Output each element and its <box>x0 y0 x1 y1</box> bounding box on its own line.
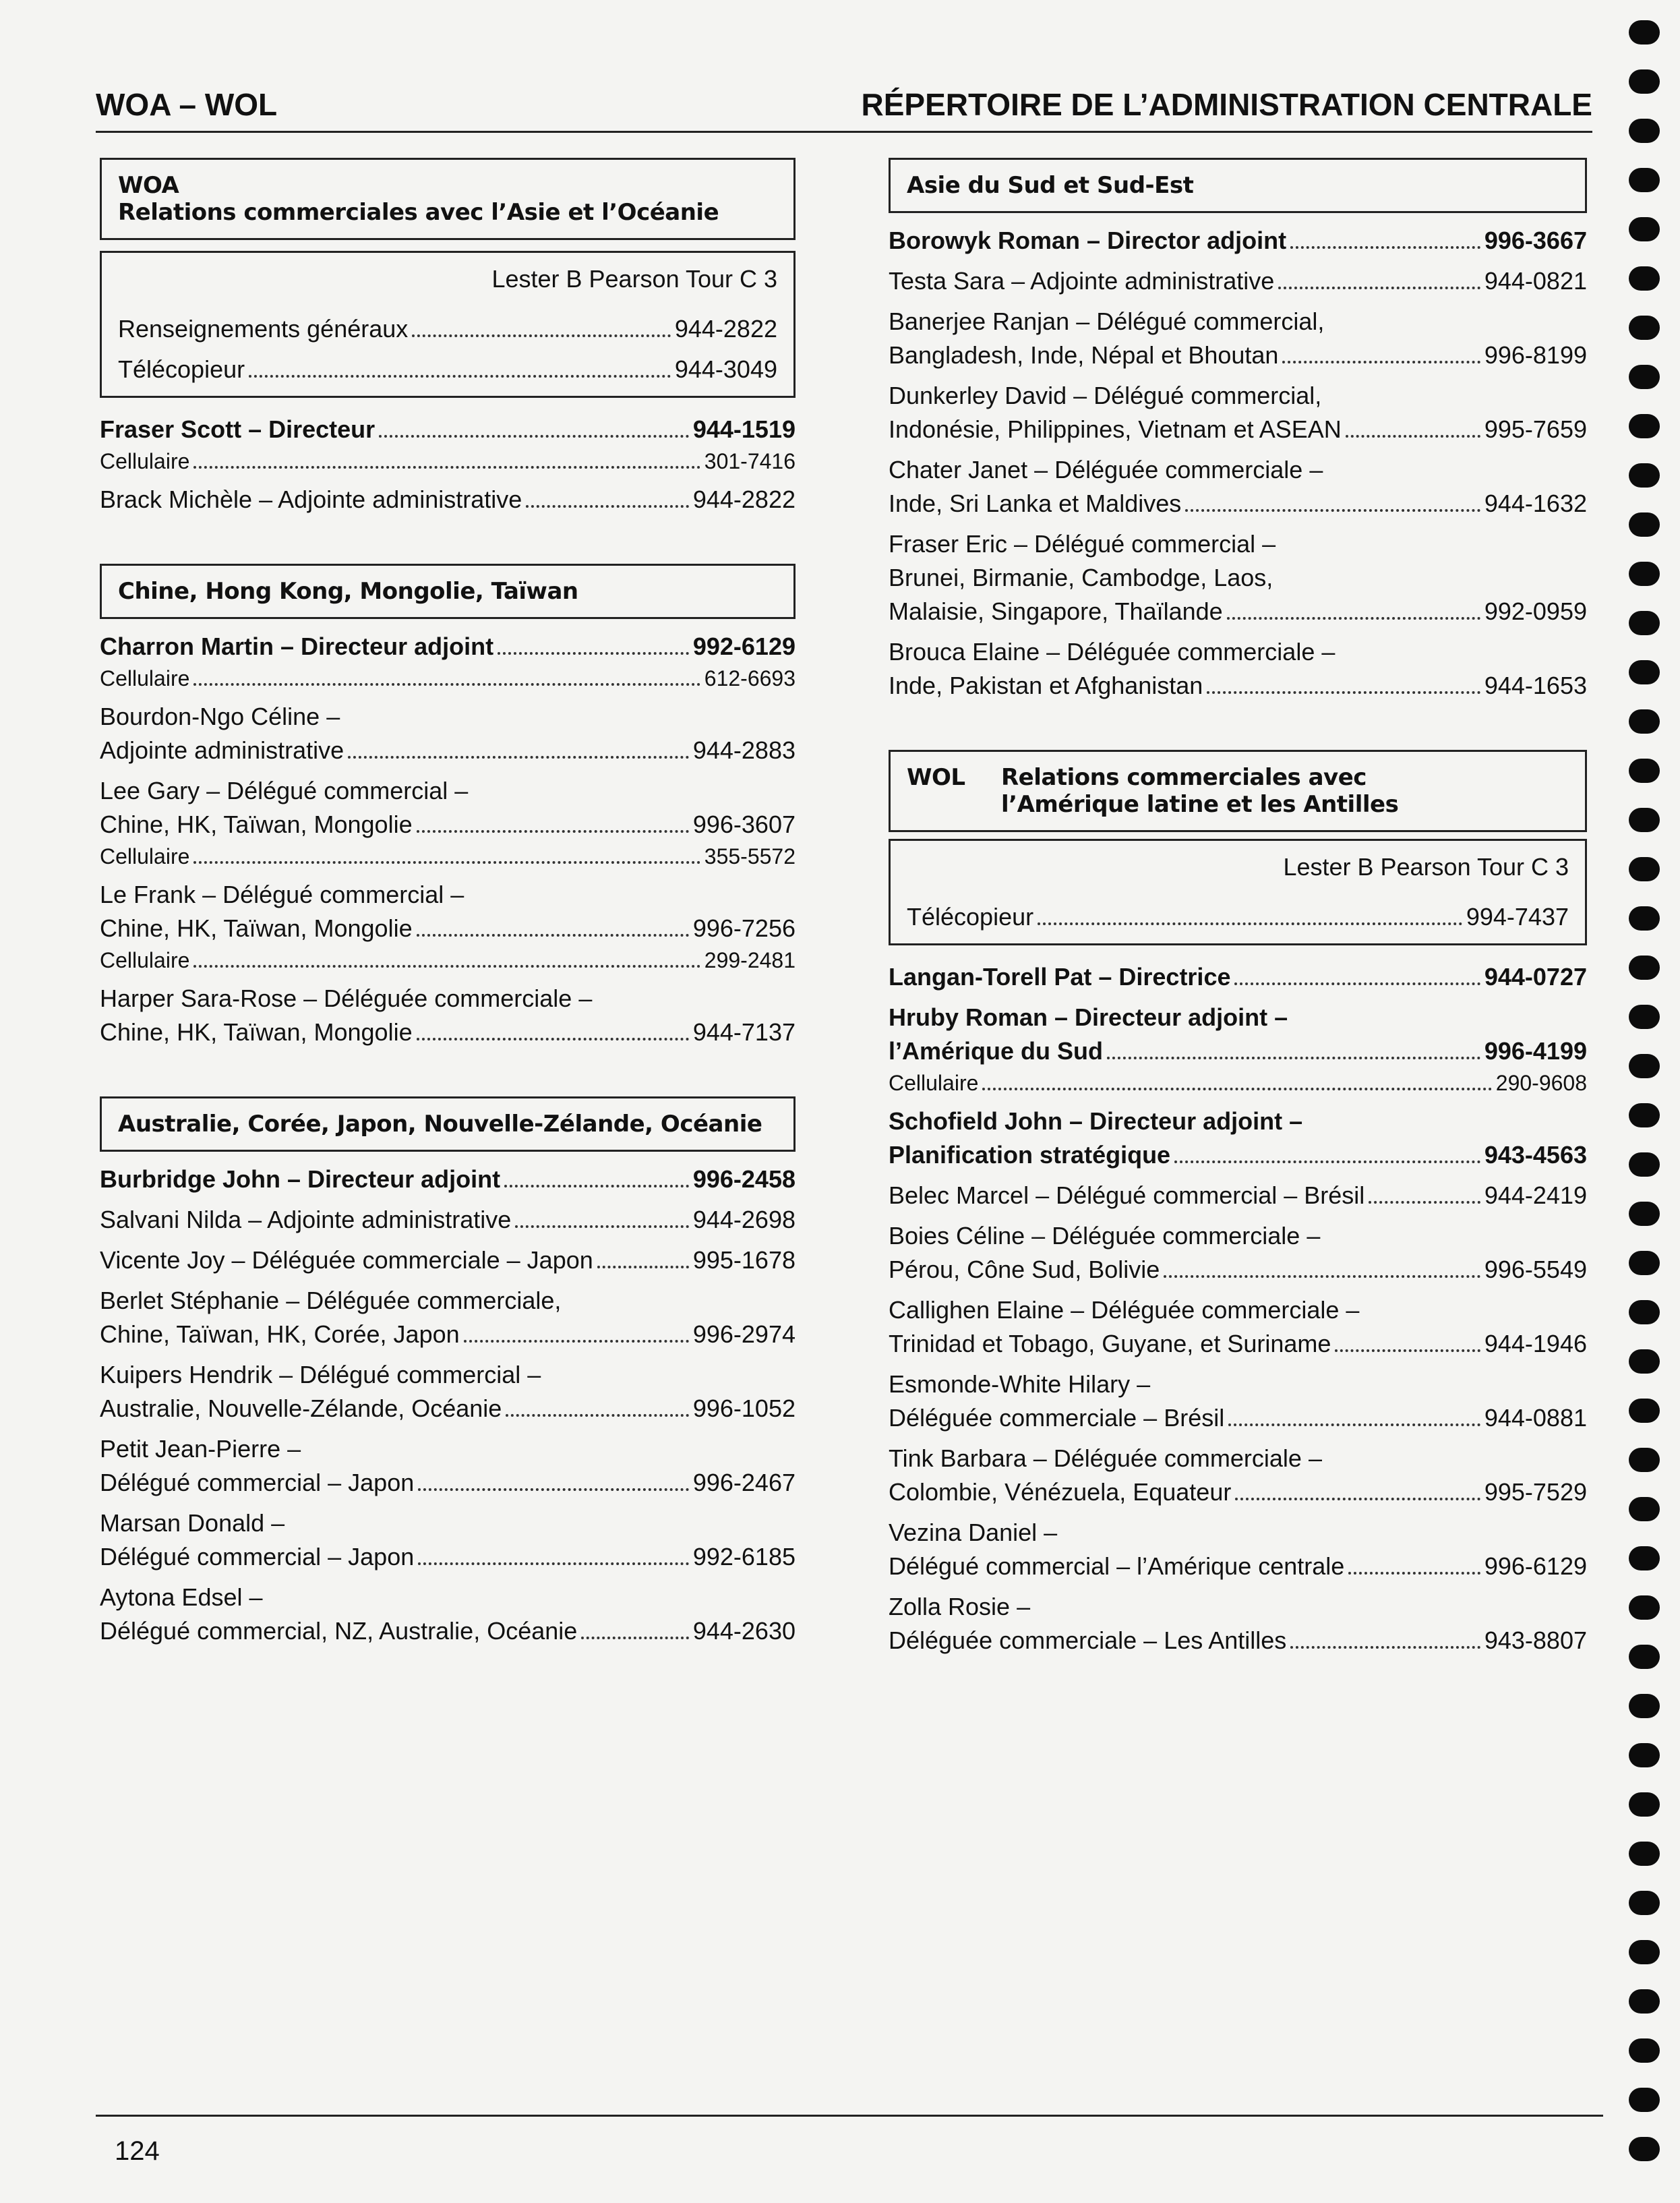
entry-name-line: Zolla Rosie – <box>889 1593 1031 1620</box>
phone-number: 996-3607 <box>692 811 796 838</box>
dot-leader <box>504 1185 689 1187</box>
dot-leader <box>581 1637 689 1639</box>
entry-name: Chine, HK, Taïwan, Mongolie <box>100 914 413 942</box>
directory-entry <box>889 1327 1587 1361</box>
phone-number: 944-0727 <box>1484 963 1587 991</box>
asie-sud-entries <box>889 224 1587 703</box>
wol-general-contact-box <box>889 839 1587 945</box>
dot-leader <box>417 830 689 833</box>
cellular-row <box>100 842 796 871</box>
entry-name: Malaisie, Singapore, Thaïlande <box>889 597 1223 625</box>
binding-hole <box>1629 808 1660 832</box>
directory-entry <box>889 1401 1587 1435</box>
directory-entry <box>889 669 1587 703</box>
binding-hole <box>1629 660 1660 684</box>
dot-leader <box>1207 691 1480 694</box>
binding-hole <box>1629 1399 1660 1423</box>
entry-region-line: Brunei, Birmanie, Cambodge, Laos, <box>889 564 1273 591</box>
binding-hole <box>1629 1202 1660 1226</box>
page-number: 124 <box>115 2136 160 2166</box>
directory-entry <box>889 960 1587 994</box>
directory-entry <box>889 1034 1587 1068</box>
right-column <box>889 158 1587 1657</box>
dot-leader <box>464 1340 689 1343</box>
entry-name-line: Tink Barbara – Déléguée commerciale – <box>889 1444 1322 1472</box>
phone-number: 995-1678 <box>692 1246 796 1274</box>
directory-entry <box>118 312 777 346</box>
directory-entry <box>118 353 777 386</box>
directory-entry <box>100 413 796 446</box>
woa-entries <box>100 413 796 517</box>
directory-entry <box>889 1624 1587 1657</box>
phone-number: 944-2822 <box>674 315 777 343</box>
entry-name: Colombie, Vénézuela, Equateur <box>889 1478 1232 1506</box>
entry-name: Chine, HK, Taïwan, Mongolie <box>100 1018 413 1046</box>
entry-name: Cellulaire <box>100 666 190 691</box>
binding-hole <box>1629 709 1660 734</box>
binding-hole <box>1629 2038 1660 2063</box>
entry-name: Adjointe administrative <box>100 736 344 764</box>
phone-number: 944-2698 <box>692 1206 796 1233</box>
section-asie-sud-heading: Asie du Sud et Sud-Est <box>889 158 1587 213</box>
directory-entry <box>889 1179 1587 1212</box>
entry-name: Inde, Pakistan et Afghanistan <box>889 672 1203 699</box>
binding-hole <box>1629 365 1660 389</box>
entry-name: Australie, Nouvelle-Zélande, Océanie <box>100 1394 502 1422</box>
phone-number: 992-0959 <box>1484 597 1587 625</box>
directory-entry <box>889 1253 1587 1287</box>
binding-hole <box>1629 69 1660 94</box>
binding-hole <box>1629 857 1660 881</box>
binding-hole <box>1629 1842 1660 1866</box>
directory-entry <box>100 1466 796 1500</box>
entry-name: Délégué commercial, NZ, Australie, Océanie <box>100 1617 578 1645</box>
directory-entry <box>100 1163 796 1196</box>
phone-number: 290-9608 <box>1495 1071 1587 1095</box>
directory-entry <box>100 1540 796 1574</box>
dot-leader <box>1227 617 1480 620</box>
phone-number: 944-1519 <box>692 415 796 443</box>
entry-name-line: Brouca Elaine – Déléguée commerciale – <box>889 638 1336 666</box>
entry-name: Planification stratégique <box>889 1141 1171 1169</box>
dot-leader <box>982 1088 1491 1090</box>
phone-number: 995-7659 <box>1484 415 1587 443</box>
directory-entry <box>889 487 1587 521</box>
directory-entry <box>889 264 1587 298</box>
spiral-binding <box>1629 20 1661 2192</box>
phone-number: 944-1632 <box>1484 490 1587 517</box>
phone-number: 944-2630 <box>692 1617 796 1645</box>
phone-number: 995-7529 <box>1484 1478 1587 1506</box>
dot-leader <box>193 965 700 968</box>
phone-number: 996-3667 <box>1484 227 1587 254</box>
phone-number: 301-7416 <box>704 449 796 473</box>
phone-number: 996-7256 <box>692 914 796 942</box>
dot-leader <box>1278 287 1480 289</box>
binding-hole <box>1629 1005 1660 1029</box>
binding-hole <box>1629 2088 1660 2112</box>
entry-name: Cellulaire <box>100 449 190 473</box>
entry-name: Salvani Nilda – Adjointe administrative <box>100 1206 512 1233</box>
entry-name: Chine, HK, Taïwan, Mongolie <box>100 811 413 838</box>
binding-hole <box>1629 1300 1660 1324</box>
dot-leader <box>1290 1646 1480 1649</box>
page-header <box>96 81 1592 133</box>
phone-number: 944-1946 <box>1484 1330 1587 1357</box>
binding-hole <box>1629 956 1660 980</box>
entry-name-line: Marsan Donald – <box>100 1509 285 1537</box>
binding-hole <box>1629 562 1660 586</box>
entry-name: Borowyk Roman – Director adjoint <box>889 227 1287 254</box>
dot-leader <box>597 1266 689 1268</box>
phone-number: 992-6129 <box>692 633 796 660</box>
binding-hole <box>1629 1054 1660 1078</box>
directory-entry <box>889 595 1587 628</box>
binding-hole <box>1629 217 1660 241</box>
directory-entry <box>100 1203 796 1237</box>
entry-name: Vicente Joy – Déléguée commerciale – Japon <box>100 1246 593 1274</box>
binding-hole <box>1629 611 1660 635</box>
phone-number: 992-6185 <box>692 1543 796 1570</box>
phone-number: 299-2481 <box>704 948 796 972</box>
phone-number: 944-2419 <box>1484 1181 1587 1209</box>
binding-hole <box>1629 168 1660 192</box>
entry-name: Inde, Sri Lanka et Maldives <box>889 490 1182 517</box>
section-chine-heading: Chine, Hong Kong, Mongolie, Taïwan <box>100 564 796 619</box>
dot-leader <box>1346 435 1480 438</box>
binding-hole <box>1629 1743 1660 1767</box>
entry-name-line: Chater Janet – Déléguée commerciale – <box>889 456 1323 483</box>
binding-hole <box>1629 1349 1660 1374</box>
entry-name: Pérou, Cône Sud, Bolivie <box>889 1256 1160 1283</box>
binding-hole <box>1629 1251 1660 1275</box>
phone-number: 996-1052 <box>692 1394 796 1422</box>
dot-leader <box>1164 1275 1480 1278</box>
entry-name: Burbridge John – Directeur adjoint <box>100 1165 501 1193</box>
dot-leader <box>1107 1057 1480 1059</box>
dot-leader <box>1174 1161 1480 1163</box>
binding-hole <box>1629 759 1660 783</box>
entry-name: Cellulaire <box>889 1071 979 1095</box>
dot-leader <box>193 466 700 469</box>
binding-hole <box>1629 119 1660 143</box>
dot-leader <box>1234 982 1480 985</box>
directory-entry <box>100 1392 796 1426</box>
directory-entry <box>100 734 796 767</box>
entry-name: Délégué commercial – Japon <box>100 1543 415 1570</box>
entry-name-line: Kuipers Hendrik – Délégué commercial – <box>100 1361 541 1388</box>
dot-leader <box>249 375 671 378</box>
australie-entries <box>100 1163 796 1648</box>
entry-name: Renseignements généraux <box>118 315 409 343</box>
directory-entry <box>100 1243 796 1277</box>
entry-name: Trinidad et Tobago, Guyane, et Suriname <box>889 1330 1331 1357</box>
header-directory-title: RÉPERTOIRE DE L’ADMINISTRATION CENTRALE <box>861 87 1592 122</box>
entry-name-line: Le Frank – Délégué commercial – <box>100 881 464 908</box>
dot-leader <box>1038 922 1462 925</box>
binding-hole <box>1629 512 1660 537</box>
phone-number: 943-8807 <box>1484 1626 1587 1654</box>
phone-number: 996-2974 <box>692 1320 796 1348</box>
entry-name-line: Dunkerley David – Délégué commercial, <box>889 382 1322 409</box>
binding-hole <box>1629 1792 1660 1817</box>
dot-leader <box>1290 246 1480 249</box>
dot-leader <box>1369 1201 1480 1204</box>
directory-entry <box>100 630 796 664</box>
entry-name: Télécopieur <box>118 355 245 383</box>
dot-leader <box>1235 1498 1480 1500</box>
phone-number: 994-7437 <box>1466 903 1569 931</box>
entry-name: Télécopieur <box>907 903 1034 931</box>
entry-name: Belec Marcel – Délégué commercial – Brésil <box>889 1181 1365 1209</box>
entry-name: Langan-Torell Pat – Directrice <box>889 963 1231 991</box>
section-australie-heading: Australie, Corée, Japon, Nouvelle-Zélande, Océanie <box>100 1096 796 1152</box>
phone-number: 996-6129 <box>1484 1552 1587 1580</box>
left-column <box>100 158 796 1648</box>
directory-entry <box>889 1138 1587 1172</box>
entry-name: Indonésie, Philippines, Vietnam et ASEAN <box>889 415 1342 443</box>
phone-number: 944-0821 <box>1484 267 1587 295</box>
binding-hole <box>1629 1103 1660 1127</box>
directory-entry <box>889 1550 1587 1583</box>
binding-hole <box>1629 266 1660 291</box>
entry-name: Fraser Scott – Directeur <box>100 415 376 443</box>
dot-leader <box>418 1488 689 1491</box>
dot-leader <box>1282 361 1480 363</box>
binding-hole <box>1629 1940 1660 1964</box>
entry-name: Chine, Taïwan, HK, Corée, Japon <box>100 1320 460 1348</box>
directory-entry <box>100 1614 796 1648</box>
entry-name: Délégué commercial – Japon <box>100 1469 415 1496</box>
binding-hole <box>1629 463 1660 488</box>
entry-name-line: Hruby Roman – Directeur adjoint – <box>889 1003 1288 1031</box>
dot-leader <box>498 652 689 655</box>
phone-number: 944-2883 <box>692 736 796 764</box>
binding-hole <box>1629 1891 1660 1915</box>
dot-leader <box>506 1414 689 1417</box>
chine-entries <box>100 630 796 1049</box>
phone-number: 944-3049 <box>674 355 777 383</box>
entry-name-line: Boies Céline – Déléguée commerciale – <box>889 1222 1321 1250</box>
woa-general-contact-box <box>100 251 796 398</box>
binding-hole <box>1629 20 1660 45</box>
binding-hole <box>1629 1645 1660 1669</box>
entry-name-line: Lee Gary – Délégué commercial – <box>100 777 469 804</box>
phone-number: 996-8199 <box>1484 341 1587 369</box>
dot-leader <box>379 435 689 438</box>
directory-entry <box>889 339 1587 372</box>
wol-info <box>907 900 1569 934</box>
entry-name-line: Berlet Stéphanie – Déléguée commerciale, <box>100 1287 562 1314</box>
phone-number: 943-4563 <box>1484 1141 1587 1169</box>
entry-name-line: Schofield John – Directeur adjoint – <box>889 1107 1303 1135</box>
phone-number: 996-2467 <box>692 1469 796 1496</box>
entry-name-line: Banerjee Ranjan – Délégué commercial, <box>889 307 1325 335</box>
entry-name-line: Vezina Daniel – <box>889 1519 1058 1546</box>
entry-name: Brack Michèle – Adjointe administrative <box>100 486 522 513</box>
entry-name: Déléguée commerciale – Les Antilles <box>889 1626 1287 1654</box>
footer-rule <box>96 2115 1603 2117</box>
entry-name: Délégué commercial – l’Amérique centrale <box>889 1552 1345 1580</box>
entry-name: Cellulaire <box>100 844 190 869</box>
entry-name-line: Fraser Eric – Délégué commercial – <box>889 530 1276 558</box>
dot-leader <box>1335 1349 1480 1352</box>
phone-number: 996-4199 <box>1484 1037 1587 1065</box>
entry-name: Bangladesh, Inde, Népal et Bhoutan <box>889 341 1279 369</box>
phone-number: 355-5572 <box>704 844 796 869</box>
phone-number: 996-5549 <box>1484 1256 1587 1283</box>
binding-hole <box>1629 1989 1660 2014</box>
phone-number: 944-0881 <box>1484 1404 1587 1432</box>
directory-entry <box>889 413 1587 446</box>
woa-address: Lester B Pearson Tour C 3 <box>491 265 777 293</box>
dot-leader <box>515 1225 689 1228</box>
phone-number: 944-1653 <box>1484 672 1587 699</box>
wol-entries <box>889 960 1587 1657</box>
phone-number: 944-2822 <box>692 486 796 513</box>
binding-hole <box>1629 2137 1660 2161</box>
entry-name: Cellulaire <box>100 948 190 972</box>
directory-entry <box>100 912 796 945</box>
binding-hole <box>1629 1497 1660 1521</box>
binding-hole <box>1629 906 1660 931</box>
entry-name: Déléguée commerciale – Brésil <box>889 1404 1225 1432</box>
entry-name-line: Aytona Edsel – <box>100 1583 263 1611</box>
directory-entry <box>100 1016 796 1049</box>
cellular-row <box>100 945 796 975</box>
binding-hole <box>1629 1152 1660 1177</box>
binding-hole <box>1629 1448 1660 1472</box>
cellular-row <box>100 446 796 476</box>
entry-name-line: Esmonde-White Hilary – <box>889 1370 1151 1398</box>
directory-entry <box>100 808 796 842</box>
directory-entry <box>100 1318 796 1351</box>
entry-name: Charron Martin – Directeur adjoint <box>100 633 494 660</box>
dot-leader <box>1185 509 1480 512</box>
binding-hole <box>1629 1595 1660 1620</box>
dot-leader <box>526 505 689 508</box>
dot-leader <box>412 334 671 337</box>
phone-number: 944-7137 <box>692 1018 796 1046</box>
header-code-range: WOA – WOL <box>96 87 278 122</box>
directory-entry <box>889 1475 1587 1509</box>
binding-hole <box>1629 1694 1660 1718</box>
dot-leader <box>417 934 689 937</box>
dot-leader <box>193 861 700 864</box>
section-wol-heading: WOL Relations commerciales avec l’Amérique latine et les Antilles <box>889 750 1587 832</box>
entry-name-line: Bourdon-Ngo Céline – <box>100 703 340 730</box>
entry-name-line: Harper Sara-Rose – Déléguée commerciale – <box>100 985 593 1012</box>
directory-entry <box>907 900 1569 934</box>
entry-name: l’Amérique du Sud <box>889 1037 1104 1065</box>
dot-leader <box>193 683 700 686</box>
cellular-row <box>100 664 796 693</box>
binding-hole <box>1629 414 1660 438</box>
entry-name-line: Petit Jean-Pierre – <box>100 1435 301 1463</box>
woa-info <box>118 312 777 386</box>
dot-leader <box>418 1562 689 1565</box>
cellular-row <box>889 1068 1587 1098</box>
directory-entry <box>889 224 1587 258</box>
dot-leader <box>1348 1572 1480 1575</box>
dot-leader <box>348 756 689 759</box>
binding-hole <box>1629 316 1660 340</box>
phone-number: 996-2458 <box>692 1165 796 1193</box>
entry-name: Testa Sara – Adjointe administrative <box>889 267 1275 295</box>
dot-leader <box>1228 1423 1480 1426</box>
phone-number: 612-6693 <box>704 666 796 691</box>
directory-entry <box>100 483 796 517</box>
section-woa-heading: WOARelations commerciales avec l’Asie et l’Océanie <box>100 158 796 240</box>
binding-hole <box>1629 1546 1660 1570</box>
dot-leader <box>417 1038 689 1040</box>
wol-address: Lester B Pearson Tour C 3 <box>1283 853 1569 881</box>
entry-name-line: Callighen Elaine – Déléguée commerciale – <box>889 1296 1360 1324</box>
